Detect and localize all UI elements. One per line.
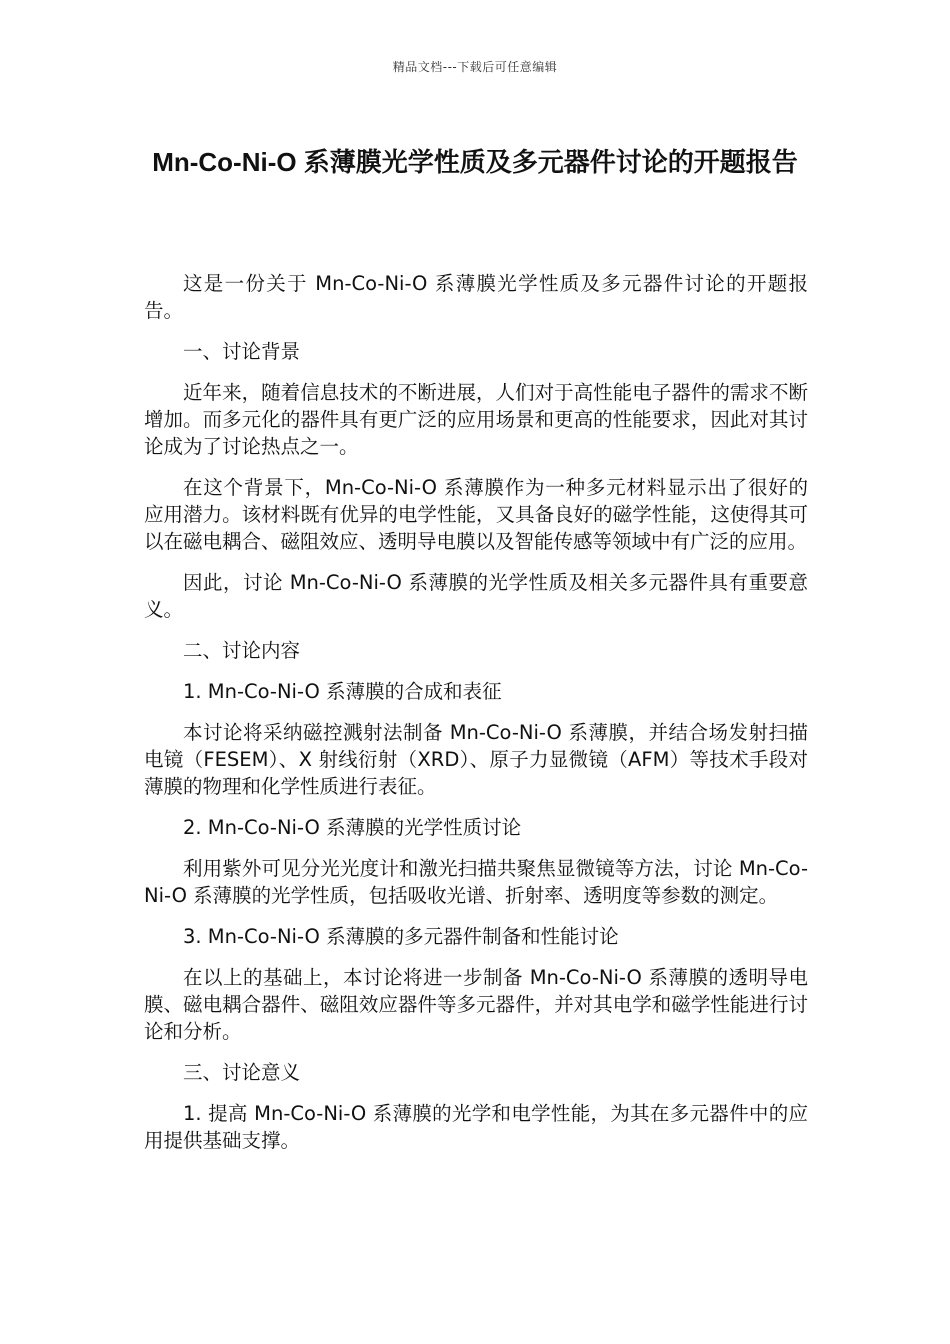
background-paragraph-3: 因此，讨论 Mn-Co-Ni-O 系薄膜的光学性质及相关多元器件具有重要意义。 bbox=[144, 571, 808, 621]
content-item-3-paragraph: 在以上的基础上，本讨论将进一步制备 Mn-Co-Ni-O 系薄膜的透明导电膜、磁电耦合器件、磁阻效应器件等多元器件，并对其电学和磁学性能进行讨论和分析。 bbox=[144, 966, 808, 1043]
background-paragraph-1: 近年来，随着信息技术的不断进展，人们对于高性能电子器件的需求不断增加。而多元化的器件具有更广泛的应用场景和更高的性能要求，因此对其讨论成为了讨论热点之一。 bbox=[144, 381, 808, 458]
section-heading-content: 二、讨论内容 bbox=[183, 639, 301, 662]
content-item-2-heading: 2. Mn-Co-Ni-O 系薄膜的光学性质讨论 bbox=[183, 816, 522, 839]
section-heading-background: 一、讨论背景 bbox=[183, 340, 301, 363]
content-item-1-heading: 1. Mn-Co-Ni-O 系薄膜的合成和表征 bbox=[183, 680, 502, 703]
significance-item-1: 1. 提高 Mn-Co-Ni-O 系薄膜的光学和电学性能，为其在多元器件中的应用提供基础支撑。 bbox=[144, 1102, 808, 1152]
content-item-3-heading: 3. Mn-Co-Ni-O 系薄膜的多元器件制备和性能讨论 bbox=[183, 925, 619, 948]
background-paragraph-2: 在这个背景下，Mn-Co-Ni-O 系薄膜作为一种多元材料显示出了很好的应用潜力。该材料既有优异的电学性能，又具备良好的磁学性能，这使得其可以在磁电耦合、磁阻效应、透明导电膜以及智能传感等领域中有广泛的应用。 bbox=[144, 476, 808, 553]
section-heading-significance: 三、讨论意义 bbox=[183, 1061, 301, 1084]
intro-paragraph: 这是一份关于 Mn-Co-Ni-O 系薄膜光学性质及多元器件讨论的开题报告。 bbox=[144, 272, 808, 322]
header-note: 精品文档---下载后可任意编辑 bbox=[392, 60, 558, 74]
content-item-1-paragraph: 本讨论将采纳磁控溅射法制备 Mn-Co-Ni-O 系薄膜，并结合场发射扫描电镜（FESEM）、X 射线衍射（XRD）、原子力显微镜（AFM）等技术手段对薄膜的物理和化学性质进行表征。 bbox=[144, 721, 808, 798]
content-item-2-paragraph: 利用紫外可见分光光度计和激光扫描共聚焦显微镜等方法，讨论 Mn-Co-Ni-O 系薄膜的光学性质，包括吸收光谱、折射率、透明度等参数的测定。 bbox=[144, 857, 808, 907]
document-body bbox=[144, 270, 808, 1168]
document-title: Mn-Co-Ni-O 系薄膜光学性质及多元器件讨论的开题报告 bbox=[152, 147, 798, 177]
